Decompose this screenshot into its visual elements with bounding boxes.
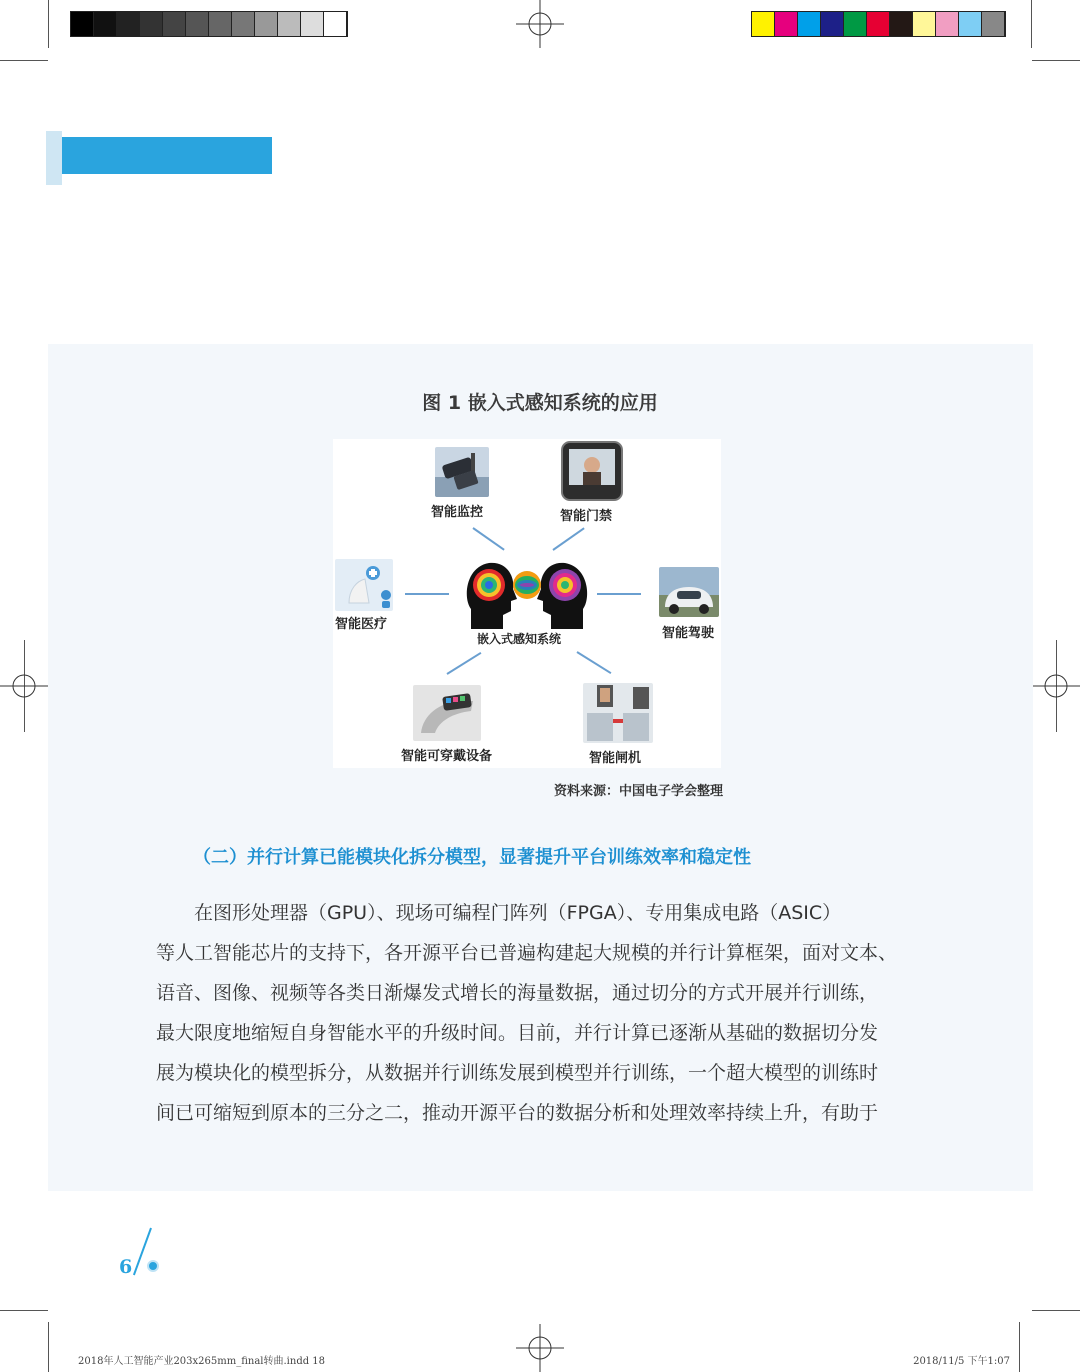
node-label-access-control: 智能门禁 (560, 509, 613, 524)
section-heading: （二）并行计算已能模块化拆分模型，显著提升平台训练效率和稳定性 (193, 847, 751, 868)
paragraph-line: 在图形处理器（GPU）、现场可编程门阵列（FPGA）、专用集成电路（ASIC） (194, 902, 842, 924)
connector-line (552, 527, 584, 550)
surveillance-camera-icon (435, 447, 489, 497)
crop-mark (1019, 1322, 1020, 1372)
crop-mark (1032, 60, 1080, 61)
crop-mark (1031, 0, 1032, 48)
medical-icon (335, 559, 393, 611)
color-bar (751, 11, 1006, 37)
registration-mark-icon (516, 1324, 564, 1372)
registration-mark-icon (0, 662, 48, 710)
center-label: 嵌入式感知系统 (477, 632, 562, 646)
smart-gate-icon (583, 683, 653, 743)
connector-line (405, 593, 449, 595)
paragraph-line: 语音、图像、视频等各类日渐爆发式增长的海量数据，通过切分的方式开展并行训练， (156, 982, 879, 1004)
paragraph-line: 间已可缩短到原本的三分之二，推动开源平台的数据分析和处理效率持续上升，有助于 (156, 1102, 879, 1124)
crop-mark (48, 0, 49, 48)
footer-file-info: 2018年人工智能产业203x265mm_final转曲.indd 18 (78, 1356, 326, 1367)
body-paragraph (156, 893, 936, 1133)
figure-title: 图 1 嵌入式感知系统的应用 (422, 392, 658, 414)
page-number: 6 (119, 1256, 133, 1278)
crop-mark (0, 1310, 48, 1311)
connector-line (472, 527, 504, 550)
crop-mark (0, 60, 48, 61)
connector-line (446, 652, 481, 675)
connector-line (576, 651, 611, 674)
paragraph-line: 等人工智能芯片的支持下，各开源平台已普遍构建起大规模的并行计算框架，面对文本、 (156, 942, 898, 964)
figure-diagram (333, 439, 721, 768)
registration-mark-icon (1032, 662, 1080, 710)
paragraph-line: 展为模块化的模型拆分，从数据并行训练发展到模型并行训练，一个超大模型的训练时 (156, 1062, 879, 1084)
paragraph-line: 最大限度地缩短自身智能水平的升级时间。目前，并行计算已逐渐从基础的数据切分发 (156, 1022, 879, 1044)
connector-line (597, 593, 641, 595)
crop-mark (1032, 1310, 1080, 1311)
node-label-wearable: 智能可穿戴设备 (401, 749, 493, 764)
grayscale-bar (70, 11, 348, 37)
wearable-device-icon (413, 685, 481, 741)
registration-mark-icon (516, 0, 564, 48)
node-label-gate: 智能闸机 (589, 751, 642, 766)
header-tab (62, 137, 272, 174)
embedded-perception-heads-icon (463, 559, 591, 631)
page-number-dot (147, 1260, 159, 1272)
crop-mark (48, 1322, 49, 1372)
figure-source: 资料来源：中国电子学会整理 (553, 784, 723, 799)
header-tab-shade (46, 131, 62, 185)
access-control-device-icon (561, 441, 623, 501)
node-label-driving: 智能驾驶 (662, 626, 715, 641)
node-label-surveillance: 智能监控 (431, 505, 484, 520)
self-driving-car-icon (659, 567, 719, 617)
node-label-medical: 智能医疗 (335, 617, 388, 632)
footer-timestamp: 2018/11/5 下午1:07 (913, 1356, 1010, 1367)
